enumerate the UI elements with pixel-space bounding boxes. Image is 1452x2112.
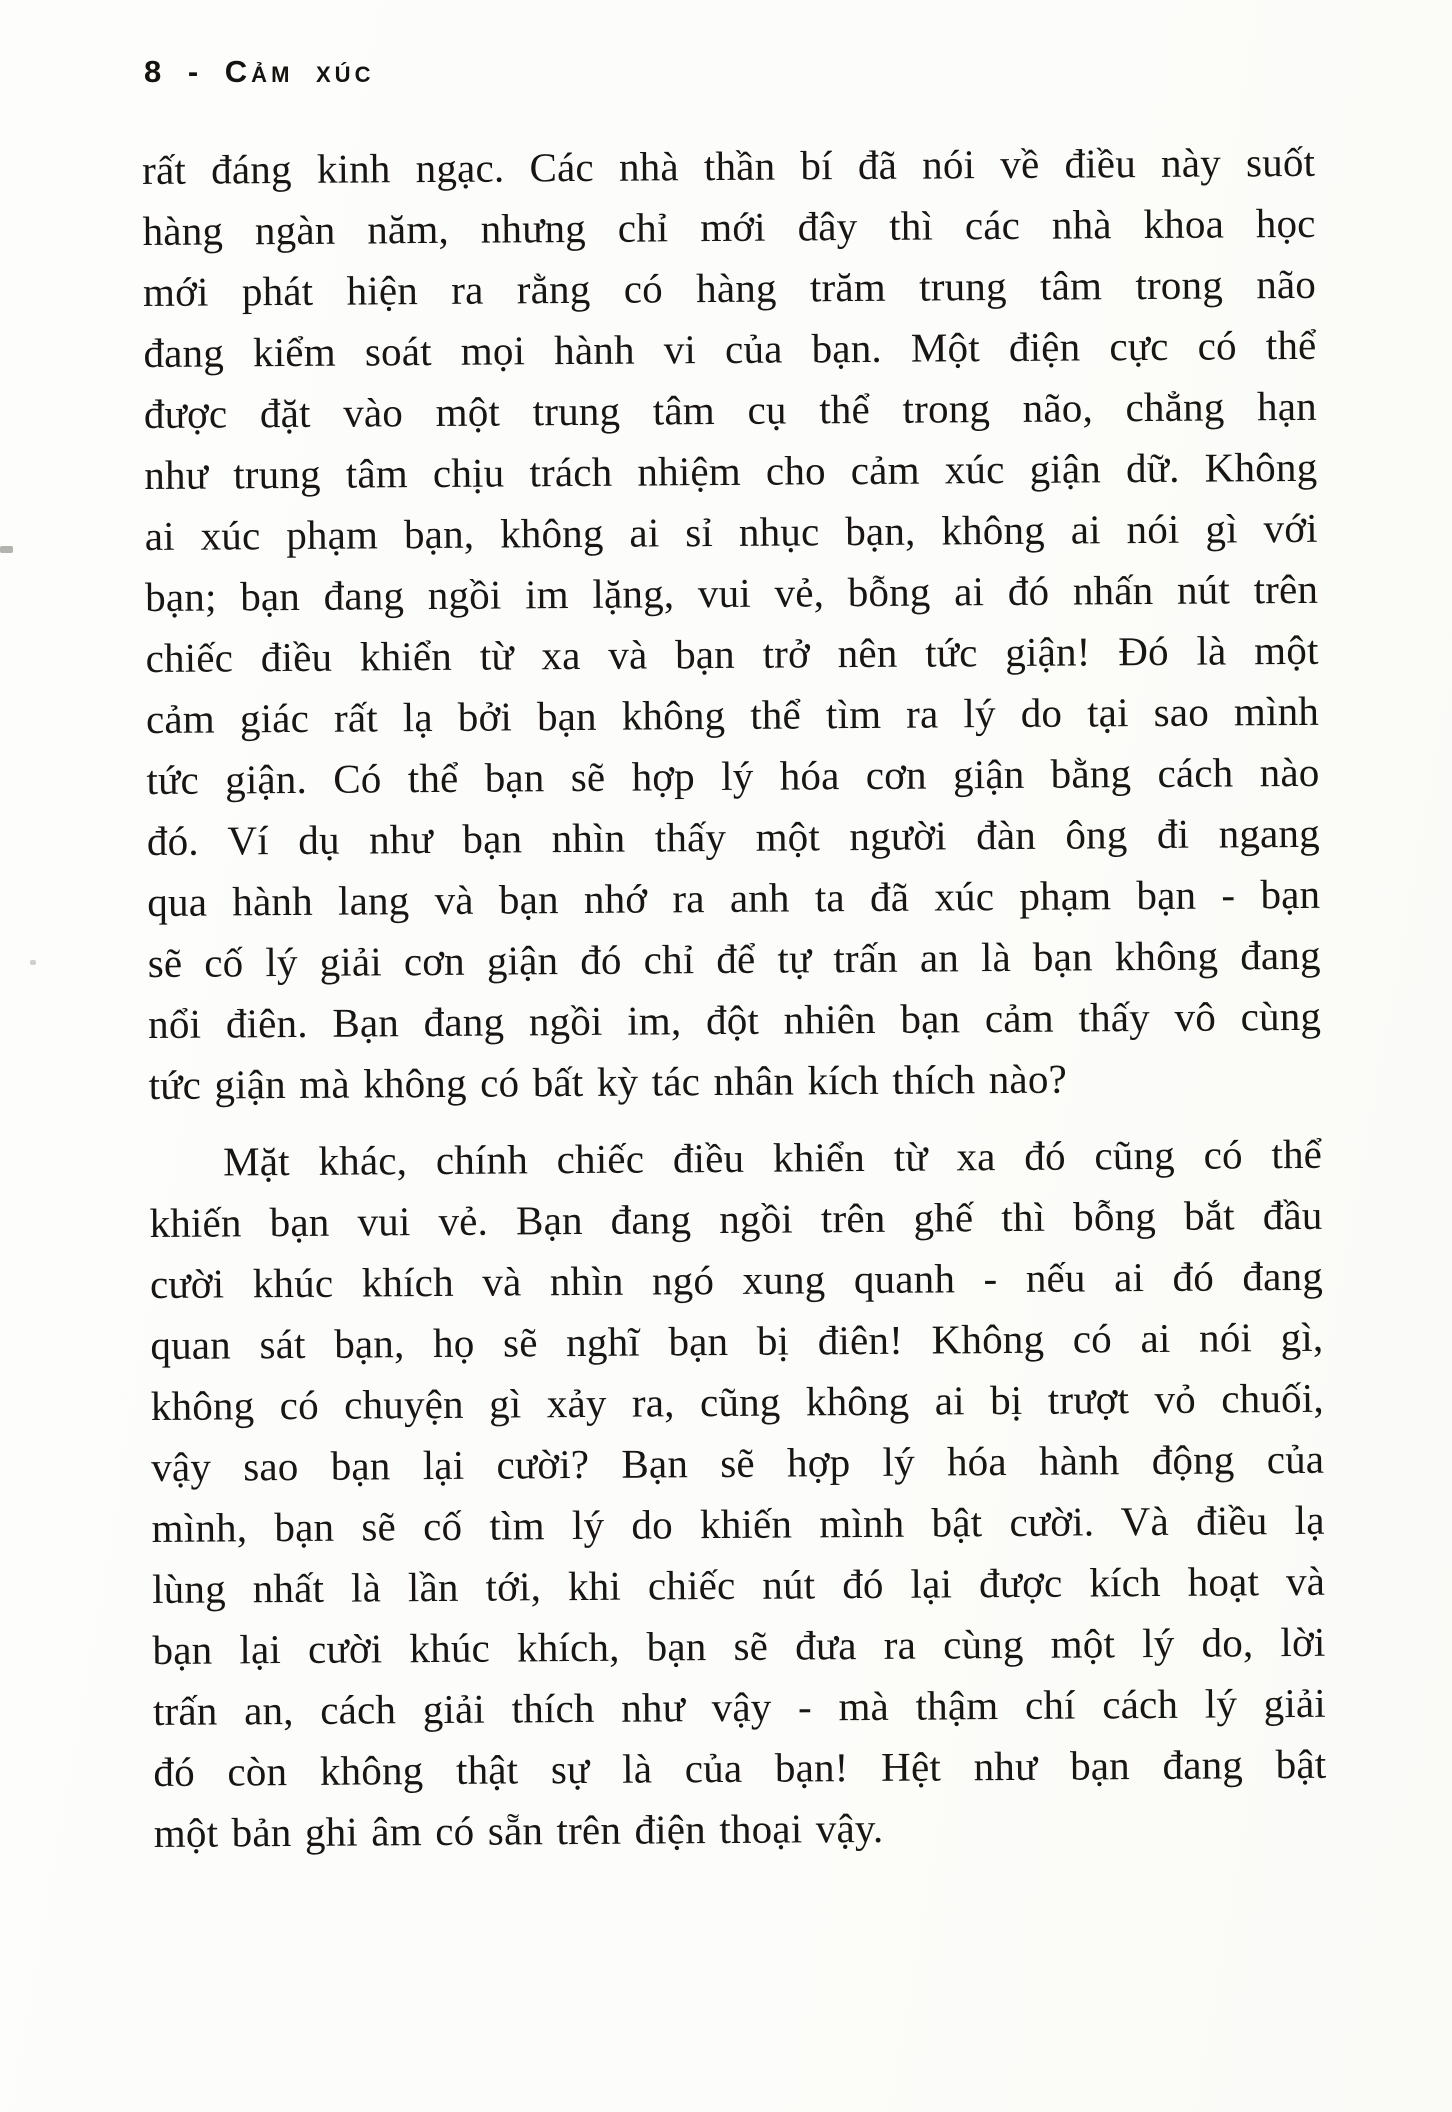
text-line: mình, bạn sẽ cố tìm lý do khiến mình bật cười. Và điều lạ [151, 1496, 1325, 1551]
text-line: rất đáng kinh ngạc. Các nhà thần bí đã nói về điều này suốt [142, 138, 1316, 194]
text-line: quan sát bạn, họ sẽ nghĩ bạn bị điên! Không có ai nói gì, [150, 1313, 1324, 1368]
text-line: bạn lại cười khúc khích, bạn sẽ đưa ra cùng một lý do, lời [152, 1618, 1326, 1673]
page-header: 8 - Cảm xúc [144, 54, 375, 89]
text-line: cảm giác rất lạ bởi bạn không thể tìm ra lý do tại sao mình [145, 687, 1320, 743]
text-line: hàng ngàn năm, nhưng chỉ mới đây thì các nhà khoa học [142, 199, 1316, 255]
text-line: cười khúc khích và nhìn ngó xung quanh - nếu ai đó đang [149, 1252, 1324, 1307]
text-line: sẽ cố lý giải cơn giận đó chỉ để tự trấn an là bạn không đang [147, 931, 1321, 987]
paragraph [149, 1124, 1327, 1864]
text-line: tức giận. Có thể bạn sẽ hợp lý hóa cơn giận bằng cách nào [146, 748, 1320, 804]
text-line: nổi điên. Bạn đang ngồi im, đột nhiên bạn cảm thấy vô cùng [148, 992, 1322, 1048]
body-text [0, 131, 1452, 1865]
text-line: qua hành lang và bạn nhớ ra anh ta đã xúc phạm bạn - bạn [147, 870, 1321, 926]
text-line: trấn an, cách giải thích như vậy - mà thậm chí cách lý giải [152, 1679, 1327, 1734]
paragraph [142, 132, 1322, 1116]
text-line: đang kiểm soát mọi hành vi của bạn. Một điện cực có thể [143, 321, 1317, 377]
text-line: đó còn không thật sự là của bạn! Hệt như bạn đang bật [153, 1740, 1327, 1795]
text-line: chiếc điều khiển từ xa và bạn trở nên tức giận! Đó là một [145, 626, 1319, 682]
text-line: một bản ghi âm có sẵn trên điện thoại vậy. [153, 1804, 884, 1856]
text-line: được đặt vào một trung tâm cụ thể trong não, chẳng hạn [143, 382, 1318, 438]
text-line: không có chuyện gì xảy ra, cũng không ai bị trượt vỏ chuối, [150, 1374, 1324, 1429]
text-line: vậy sao bạn lại cười? Bạn sẽ hợp lý hóa hành động của [151, 1435, 1325, 1490]
text-line: Mặt khác, chính chiếc điều khiển từ xa đó cũng có thể [222, 1130, 1323, 1185]
text-line: lùng nhất là lần tới, khi chiếc nút đó lại được kích hoạt và [151, 1557, 1326, 1612]
text-line: tức giận mà không có bất kỳ tác nhân kích thích nào? [148, 1055, 1068, 1108]
text-line: khiến bạn vui vẻ. Bạn đang ngồi trên ghế thì bỗng bắt đầu [149, 1191, 1323, 1246]
text-line: bạn; bạn đang ngồi im lặng, vui vẻ, bỗng ai đó nhấn nút trên [145, 565, 1319, 621]
text-line: mới phát hiện ra rằng có hàng trăm trung tâm trong não [142, 260, 1317, 316]
text-line: như trung tâm chịu trách nhiệm cho cảm xúc giận dữ. Không [144, 443, 1318, 499]
text-line: ai xúc phạm bạn, không ai sỉ nhục bạn, không ai nói gì với [144, 504, 1318, 560]
text-line: đó. Ví dụ như bạn nhìn thấy một người đàn ông đi ngang [146, 809, 1321, 865]
